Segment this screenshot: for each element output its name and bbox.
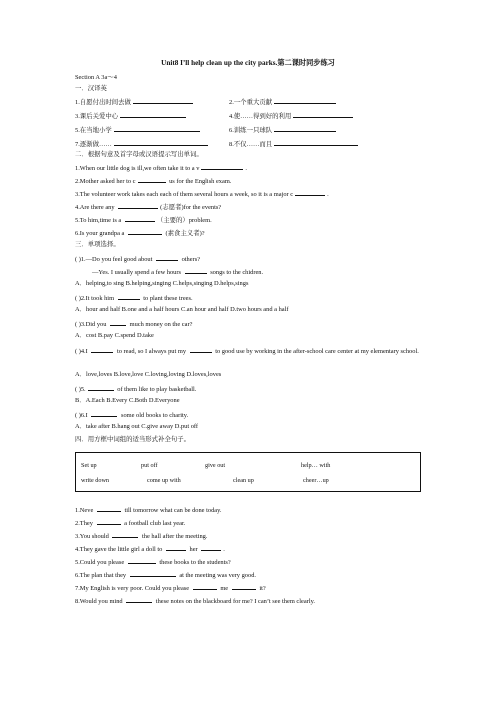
- p2-item-6: 6.Is your grandpa a (素食主义者)?: [75, 230, 205, 237]
- p3-q4-options: A．love,loves B.love,love C.loving,loving D.loves,loves: [75, 371, 222, 378]
- p1-item-3: 3.课后关爱中心: [75, 111, 188, 121]
- p2-item-3: 3.The volunteer work takes each each of them several hours a week, so it is a major c .: [75, 191, 329, 198]
- part2-heading: 二．根据句意及首字母或汉语提示写出单词。: [75, 151, 203, 158]
- p3-q3: ( )3.Did you much money on the car?: [75, 321, 193, 328]
- p4-s4: 4.They gave the little girl a doll to her .: [75, 546, 225, 553]
- part3-heading: 三．单项选择。: [75, 241, 120, 248]
- p3-q5-options: B．A.Each B.Every C.Both D.Everyone: [75, 397, 180, 404]
- p2-item-5: 5.To him,time is a （主要的）problem.: [75, 217, 212, 224]
- p3-q4: ( )4.I to read, so I always put my to good use by working in the after-school care center at my elementary school.: [75, 348, 419, 355]
- p4-s5: 5.Could you please these books to the students?: [75, 559, 231, 566]
- p3-q2: ( )2.It took him to plant these trees.: [75, 295, 193, 302]
- p1-item-7: 7.逐渐做……: [75, 139, 210, 149]
- p1-item-6: 6.训练一只球队: [229, 125, 338, 135]
- p1-item-8: 8.不仅……而且: [229, 139, 360, 149]
- p4-s1: 1.Neve till tomorrow what can be done today.: [75, 507, 222, 514]
- phrase-write-down: write down: [81, 477, 110, 484]
- p2-item-1: 1.When our little dog is ill,we often take it to a v .: [75, 165, 248, 172]
- phrase-cheer-up: cheer…up: [303, 477, 329, 484]
- phrase-come-up-with: come up with: [147, 477, 181, 484]
- p3-q1: ( )1.—Do you feel good about others?: [75, 256, 201, 263]
- p4-s2: 2.They a football club last year.: [75, 520, 186, 527]
- p4-s6: 6.The plan that they at the meeting was very good.: [75, 572, 256, 579]
- phrase-put-off: put off: [141, 462, 158, 469]
- p1-item-4: 4.使……得到好的利用: [229, 111, 355, 121]
- p2-item-2: 2.Mother asked her to c us for the English exam.: [75, 178, 232, 185]
- p3-q6: ( )6.I some old books to charity.: [75, 412, 189, 419]
- p3-q6-options: A．take after B.hang out C.give away D.put off: [75, 423, 199, 430]
- p4-s8: 8.Would you mind these notes on the blackboard for me? I can’t see them clearly.: [75, 598, 315, 605]
- phrase-clean-up: clean up: [233, 477, 254, 484]
- phrase-set-up: Set up: [81, 462, 97, 469]
- phrase-help-with: help… with: [301, 462, 331, 469]
- p1-item-2: 2.一个重大贡献: [229, 97, 338, 107]
- p3-q3-options: A．cost B.pay C.spend D.take: [75, 332, 154, 339]
- part4-heading: 四．用方框中词组的适当形式补全句子。: [75, 436, 191, 443]
- p2-item-4: 4.Are there any (志愿者)for the events?: [75, 204, 222, 211]
- phrase-give-out: give out: [205, 462, 226, 469]
- worksheet-title: Unit8 I’ll help clean up the city parks.第二课时同步练习: [161, 59, 335, 67]
- p3-q1-options: A．helping,to sing B.helping,singing C.helps,singing D.helps,sings: [75, 280, 249, 287]
- section-label: Section A 3a～4: [75, 74, 117, 81]
- p3-q2-options: A．hour and half B.one and a half hours C.an hour and half D.two hours and a half: [75, 306, 289, 313]
- part1-heading: 一．汉译英: [75, 85, 107, 92]
- p4-s3: 3.You should the hall after the meeting.: [75, 533, 208, 540]
- p1-item-1: 1.自愿付出时间去做: [75, 97, 195, 107]
- phrase-box: [75, 452, 421, 492]
- p3-q1-reply: —Yes. I usually spend a few hours songs to the chidren.: [92, 269, 264, 276]
- p3-q5: ( )5. of them like to play basketball.: [75, 386, 197, 393]
- p4-s7: 7.My English is very poor. Could you please me it?: [75, 585, 266, 592]
- p1-item-5: 5.在当地小学: [75, 125, 202, 135]
